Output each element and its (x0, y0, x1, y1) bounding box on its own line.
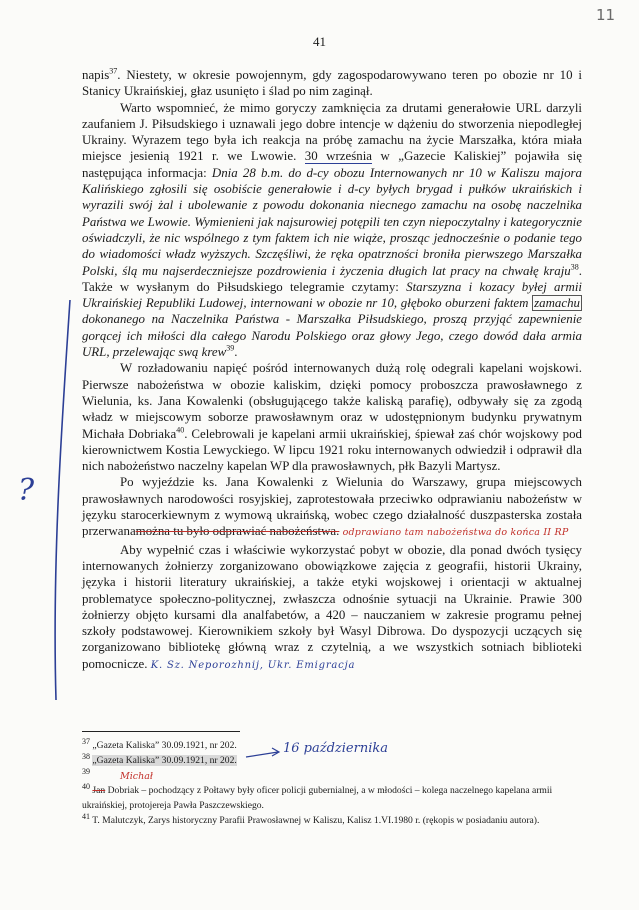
handwritten-correction: odprawiano tam nabożeństwa do końca II RP (342, 527, 569, 539)
footnote: $^{40}$ Jan Dobriak – pochodzący z Połtawy były oficer policji gubernialnej, a w młodości – kolega naczelnego kapelana armii ukraińskiej, protojereja Pawła Paszczewskiego. (82, 781, 553, 811)
handwritten-date-note: 16 października (283, 741, 388, 756)
paragraph-3: W rozładowaniu napięć pośród internowanych dużą rolę odegrali kapelani wojskowi. Pierwsze nabożeństwa w obozie kaliskim, dzięki pomocy proboszcza prawosławnego z Wielunia, ks. Jana Kowalenki (obsługującego także kaliską parafię), odbywały się za zgodą władz w miejscowym soborze prawosławnym oraz w udostępnionym budynku prywatnym Michała Dobriaka$^{40}$. Celebrowali je kapelani armii ukraińskiej, śpiewał zaś chór wojskowy pod kierownictwem Kostia Lewyckiego. W lipcu 1921 roku internowanych odwiedził i odprawił dla nich nabożeństwo naczelny kapelan WP dla prawosławnych, płk Bazyli Martysz. (82, 361, 582, 474)
margin-bracket-line (55, 300, 70, 700)
footnote: $^{37}$ „Gazeta Kaliska” 30.09.1921, nr 202. (82, 736, 237, 751)
paragraph-4: Po wyjeździe ks. Jana Kowalenki z Wielunia do Warszawy, grupa miejscowych prawosławnych narodowości rosyjskiej, zaprotestowała przeciwko odprawianiu nabożeństw w języku starocerkiewnym z wymową ukraińską, wobec czego działalność duszpasterska została przerwanamożna tu było odprawiać nabożeństwa. odprawiano tam nabożeństwa do końca II RP (82, 475, 582, 539)
struck-text: można tu było odprawiać nabożeństwa. (135, 524, 340, 539)
quote-gazette: Dnia 28 b.m. do d-cy obozu Internowanych nr 10 w Kaliszu majora Kalińskiego zgłosili się osobiście generałowie i d-cy byłych brygad i pułków ukraińskich i wyrazili swój żal i ubolewanie z powodu dokonania niecnego zamachu na osobę naczelnika Państwa we Lwowie. Wymienieni jak najsurowiej potępili ten czyn niepoczytalny i kategorycznie oświadczyli, że nic wspólnego z tym faktem ich nie wiąże, prosząc jednocześnie o podanie tego do wiadomości władz wyższych. Szczęśliwi, że ręka opatrzności broniła pierwszego Marszałka Polski, ślą mu najserdeczniejsze pozdrowienia i życzenia długich lat pracy na chwałę kraju (82, 165, 582, 278)
footnote: 39 (82, 766, 90, 776)
boxed-word: zamachu (534, 296, 580, 311)
footnote: $^{38}$ „Gazeta Kaliska” 30.09.1921, nr 202. (82, 751, 237, 766)
handwritten-source-note: K. Sz. Neporozhnij, Ukr. Emigracja (150, 659, 356, 671)
paragraph-1: napis$^{37}$. Niestety, w okresie powojennym, gdy zagospodarowywano teren po obozie nr 10 i Stanicy Ukraińskiej, głaz usunięto i ślad po nim zaginął. (82, 66, 582, 99)
paragraph-2: Warto wspomnieć, że mimo goryczy zamknięcia za drutami generałowie URL darzyli zaufaniem J. Piłsudskiego i uznawali jego dobre intencje w dążeniu do stworzenia niepodległej Ukrainy. Wyrazem tego była ich reakcja na próbę zamachu na życie Marszałka, która miała miejsce jesienią 1921 r. we Lwowie. 30 września w „Gazecie Kaliskiej” pojawiła się następująca informacja: Dnia 28 b.m. do d-cy obozu Internowanych nr 10 w Kaliszu majora Kalińskiego zgłosili się osobiście generałowie i d-cy byłych brygad i pułków ukraińskich i wyrazili swój żal i ubolewanie z powodu dokonania niecnego zamachu na osobę naczelnika Państwa we Lwowie. Wymienieni jak najsurowiej potępili ten czyn niepoczytalny i kategorycznie oświadczyli, że nic wspólnego z tym faktem ich nie wiąże, prosząc jednocześnie o podanie tego do wiadomości władz wyższych. Szczęśliwi, że ręka opatrzności broniła pierwszego Marszałka Polski, ślą mu najserdeczniejsze pozdrowienia i życzenia długich lat pracy na chwałę kraju$^{38}$. Także w wysłanym do Piłsudskiego telegramie czytamy: Starszyzna i kozacy byłej armii Ukraińskiej Republiki Ludowej, internowani w obozie nr 10, głęboko oburzeni faktem zamachu dokonanego na Naczelnika Państwa - Marszałka Piłsudskiego, proszą przyjąć zapewnienie gorącej ich miłości dla całego Narodu Polskiego oraz głowy Jego, czego dowód dała armia URL, przelewając swą krew$^{39}$. (82, 100, 582, 360)
margin-question-mark: ? (18, 473, 35, 508)
handwritten-page-number: 11 (596, 6, 616, 24)
footnote-arrow (246, 752, 278, 757)
handwritten-name-note: Michał (120, 771, 153, 782)
page-number: 41 (313, 34, 326, 49)
date-underlined: 30 września (304, 149, 372, 164)
paragraph-5: Aby wypełnić czas i właściwie wykorzystać pobyt w obozie, dla ponad dwóch tysięcy internowanych żołnierzy zorganizowano obowiązkowe zajęcia z geografii, historii Ukrainy, języka i historii literatury ukraińskiej, a także etyki wojskowej i orientacji w aktualnej problematyce społeczno-politycznej, zwłaszcza odnośnie sytuacji na Ukrainie. Prawie 300 żołnierzy objęto kursami dla analfabetów, a 420 – nauczaniem w zakresie programu pełnej szkoły podstawowej. Kierownikiem szkoły był Wasyl Dibrowa. Do dyspozycji uczących się zorganizowano bibliotekę główną wraz z czytelnią, a we wszystkich sotniach biblioteki pomocnicze. K. Sz. Neporozhnij, Ukr. Emigracja (82, 542, 582, 671)
footnote: $^{41}$ T. Malutczyk, Zarys historyczny Parafii Prawosławnej w Kaliszu, Kalisz 1.VI.1980 r. (rękopis w posiadaniu autora). (82, 811, 540, 826)
